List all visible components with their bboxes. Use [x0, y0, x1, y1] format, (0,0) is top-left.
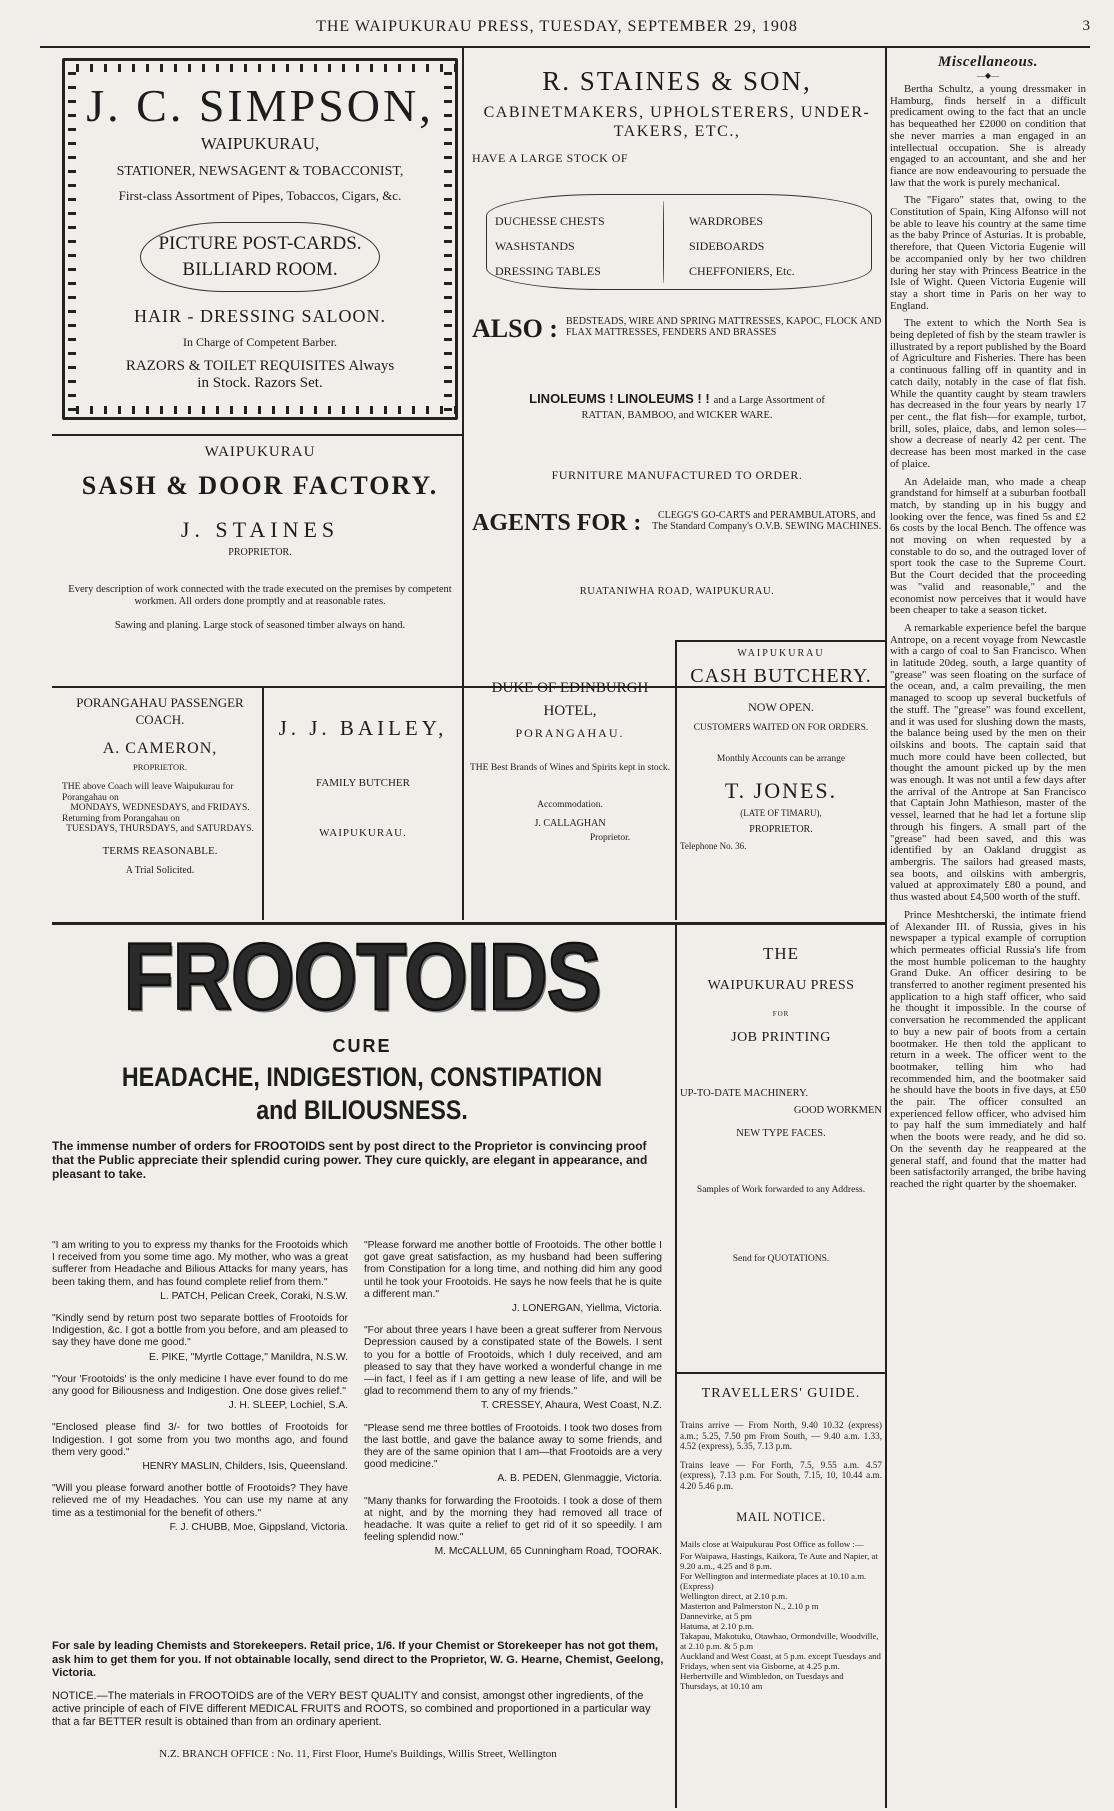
testimonial: "Your 'Frootoids' is the only medicine I have ever found to do me any good for Biliousness and Indigestion. One dose gives relief." J. H. SLEEP, Lochiel, S.A.: [52, 1373, 348, 1412]
butchery-ad: [680, 648, 882, 851]
simpson-billiard: BILLIARD ROOM.: [182, 259, 338, 280]
staines-furniture: FURNITURE MANUFACTURED TO ORDER.: [551, 468, 803, 482]
hotel-prop: Proprietor.: [589, 832, 631, 843]
butchery-late: (LATE OF TIMARU),: [740, 808, 822, 818]
sash-owner: J. STAINES: [180, 517, 340, 542]
testimonial: "Will you please forward another bottle of Frootoids? They have relieved me of my Headaches. You can use my name at any time as a testimonial for the benefit of others." F. J. CHUBB, Moe, Gippsland, Victoria.: [52, 1483, 348, 1533]
stock-item: CHEFFONIERS, Etc.: [689, 264, 795, 278]
coach-trial: A Trial Solicited.: [125, 864, 195, 876]
sash-sawing: Sawing and planing. Large stock of seasoned timber always on hand.: [114, 620, 406, 631]
staines-ad: [472, 66, 882, 597]
simpson-deco-left: [68, 58, 76, 420]
coach-terms: TERMS REASONABLE.: [102, 844, 218, 857]
frootoids-cure: CURE: [332, 1036, 392, 1056]
testimonials-left: [52, 1240, 348, 1534]
testimonial: "Many thanks for forwarding the Frootoids. I took a dose of them at night, and by the morning they had removed all trace of headache. It was quite a relief to get rid of it so speedily. I am feeling splendid now." M. McCALLUM, 65 Cunningham Road, TOORAK.: [364, 1495, 662, 1558]
rule-v3: [262, 686, 264, 920]
travel-leave: Trains leave — For Forth, 7.5, 9.55 a.m. 4.57 (express), 7.13 p.m. For South, 7.15, 10, 10.44 a.m. 4.20 5.46 p.m.: [680, 1459, 882, 1491]
mail-item: Herbertville and Wimbledon, on Tuesdays and Thursdays, at 10.10 am: [680, 1670, 844, 1691]
simpson-assortment: First-class Assortment of Pipes, Tobaccos, Cigars, &c.: [118, 188, 402, 203]
coach-title: PORANGAHAU PASSENGER COACH.: [76, 695, 244, 727]
staines-lino: LINOLEUMS ! LINOLEUMS ! !: [529, 391, 710, 406]
staines-have: HAVE A LARGE STOCK OF: [472, 151, 629, 165]
sash-town: WAIPUKURAU: [204, 444, 316, 460]
testimonial: "For about three years I have been a great sufferer from Nervous Depression caused by a constipated state of the Bowels. I sent to you for a bottle of Frootoids, which I duly received, and am pleased to say that they have worked a wonderful change in me—in fact, I feel as if I am getting a new lease of life, and will be glad to recommend them to any of my friends." T. CRESSEY, Ahaura, West Coast, N.Z.: [364, 1325, 662, 1412]
coach-ad: [62, 694, 258, 876]
masthead-title: THE WAIPUKURAU PRESS, TUESDAY, SEPTEMBER 29, 1908: [316, 18, 798, 35]
mail-item: Dannevirke, at 5 pm: [680, 1610, 752, 1621]
frootoids-ad: [52, 925, 672, 1760]
bailey-town: WAIPUKURAU.: [319, 827, 407, 839]
butchery-prop: PROPRIETOR.: [749, 824, 813, 835]
butchery-title: CASH BUTCHERY.: [690, 665, 872, 687]
stock-item: WARDROBES: [689, 214, 764, 228]
mail-item: For Wellington and intermediate places at 10.10 a.m. (Express): [680, 1570, 867, 1591]
masthead: [0, 18, 1114, 48]
misc-article: Bertha Schultz, a young dressmaker in Hamburg, finds herself in a difficult predicament owing to the fact that an uncle has bequeathed her £2000 on condition that she never marries a man engaged in an intellectual occupation. She is already engaged to an accountant, and she and her fiance are now endeavouring to persuade the law that the work is purely mechanical.: [890, 83, 1086, 189]
misc-article: Prince Meshtcherski, the intimate friend of Alexander III. of Russia, gives in his newspaper a typical example of corruption which permeates official Russia's life from the most humble policeman to the haughty Grand Duke. An officer desiring to be transferred to another regiment presented his application to a high staff officer, who said he thought it impossible. In the course of conversation he recommended the applicant to buy a new pair of boots from a certain bootmaker. He then told the applicant to return in a week. The officer went to the bootmaker, telling him who had recommended him, and the bootmaker said he should have the boots in five days, at £50 the pair. The officer consulted an experienced fellow officer, who advised him to pay half the sum immediately and half when the boots were ready, and he did so. On the seventh day he reappeared at the general staff, and found that the matter had been satisfactorily arranged, the bribe having reached the right quarter by the shoemaker.: [890, 908, 1086, 1190]
press-type: NEW TYPE FACES.: [736, 1128, 826, 1139]
simpson-deco-right: [444, 58, 452, 420]
rule-v5: [675, 922, 677, 1808]
staines-rattan: RATTAN, BAMBOO, and WICKER WARE.: [581, 410, 773, 421]
press-name: WAIPUKURAU PRESS: [707, 978, 855, 993]
simpson-postcards: PICTURE POST-CARDS.: [158, 233, 362, 254]
testimonial: "Kindly send by return post two separate bottles of Frootoids for Indigestion, &c. I got a bottle from you before, and am pleased to say they have done me good." E. PIKE, "Myrtle Cottage," Manildra, N.S.W.: [52, 1313, 348, 1363]
butchery-open: NOW OPEN.: [748, 700, 814, 714]
hotel-town: PORANGAHAU.: [515, 726, 625, 740]
mail-item: Takapau, Makotuku, Otawhao, Ormondville, Woodville, at 2.10 p.m. & 5 p.m: [680, 1630, 879, 1651]
simpson-razors: RAZORS & TOILET REQUISITES Always: [125, 358, 395, 374]
bailey-ad: [266, 716, 460, 839]
simpson-town: WAIPUKURAU,: [200, 134, 320, 153]
butchery-monthly: Monthly Accounts can be arrange: [716, 754, 846, 764]
press-job: JOB PRINTING: [731, 1030, 831, 1045]
hotel-name: DUKE OF EDINBURGH: [491, 680, 649, 696]
frootoids-logo: FROOTOIDS: [123, 925, 601, 1030]
testimonials-right: [364, 1240, 662, 1559]
masthead-rule: [40, 46, 1090, 48]
simpson-stock: in Stock. Razors Set.: [197, 375, 323, 391]
hotel-accom: Accommodation.: [537, 799, 603, 810]
page-number: 3: [1082, 18, 1090, 34]
hotel-ad: [470, 680, 670, 843]
mail-item: Auckland and West Coast, at 5 p.m. except Tuesdays and Fridays, when sent via Gisborne, at 4.25 p.m.: [680, 1650, 881, 1671]
press-send: Send for QUOTATIONS.: [732, 1254, 830, 1264]
coach-owner: A. CAMERON,: [102, 740, 218, 757]
rule-v2: [885, 48, 887, 1808]
staines-name: R. STAINES & SON,: [542, 66, 812, 96]
staines-lino-rest: and a Large Assortment of: [713, 395, 825, 406]
sash-prop: PROPRIETOR.: [228, 547, 292, 558]
butchery-town: WAIPUKURAU: [737, 648, 825, 659]
hotel-hotel: HOTEL,: [543, 703, 597, 719]
sash-door-ad: [62, 444, 458, 631]
rule-v4: [675, 640, 677, 920]
testimonial: "Enclosed please find 3/- for two bottles of Frootoids for Indigestion. I got some from you two months ago, and found them very good." HENRY MASLIN, Childers, Isis, Queensland.: [52, 1422, 348, 1473]
testimonial: "I am writing to you to express my thanks for the Frootoids which I received from you some time ago. My mother, who was a great sufferer from Headache and Bilious Attacks for many years, has been taking them, and has found complete relief from them." L. PATCH, Pelican Creek, Coraki, N.S.W.: [52, 1240, 348, 1302]
press-good: GOOD WORKMEN: [793, 1105, 882, 1116]
testimonial: "Please send me three bottles of Frootoids. I took two doses from the last bottle, and gave the balance away to some friends, and they are of the same opinion that I am—that Frootoids are a very good medicine." A. B. PEDEN, Glenmaggie, Victoria.: [364, 1422, 662, 1485]
misc-article: An Adelaide man, who made a cheap grandstand for himself at a suburban football match, by standing up in his buggy and looking over the fence, was fined 5s and £2 6s costs by the local Bench. The offence was not moving on when requested by a constable to do so, and the outraged lover of sport took the case to the Supreme Court. But the Court decided that the proceeding was "valid and reasonable," and the economist now perceives that it would have been cheaper to take a season ticket.: [890, 475, 1086, 617]
coach-text2: Returning from Porangahau on: [62, 813, 180, 824]
mail-title: MAIL NOTICE.: [736, 1509, 826, 1524]
staines-stock-divider: [663, 201, 664, 283]
miscellaneous-column: [890, 54, 1086, 1191]
staines-trade: CABINETMAKERS, UPHOLSTERERS, UNDER-TAKERS, ETC.,: [483, 104, 871, 140]
butchery-waited: CUSTOMERS WAITED ON FOR ORDERS.: [693, 723, 869, 733]
misc-article: The extent to which the North Sea is being depleted of fish by the steam trawler is illustrated by a report published by the Board of Agriculture and Fisheries. There has been a continuous falling off in quantity and in catch daily, notably in the case of flat fish. While the quantity caught by steam trawlers has decreased in the four years by nearly 17 per cent., the flat fish—for example, turbot, brill, soles, plaice, dabs, and lemon soles—show a decrease of nearly 42 per cent. The decrease has been most marked in the case of plaice.: [890, 317, 1086, 470]
frootoids-notice: NOTICE.—The materials in FROOTOIDS are of the VERY BEST QUALITY and consist, amongst other ingredients, of the active principle of each of FIVE different MEDICAL FRUITS and ROOTS, so combined and proportioned in a particular way that a far BETTER result is obtained than from an ordinary aperient.: [52, 1690, 651, 1728]
simpson-charge: In Charge of Competent Barber.: [182, 335, 338, 349]
mail-item: Hatuma, at 2.10 p.m.: [680, 1620, 755, 1631]
frootoids-ailments: HEADACHE, INDIGESTION, CONSTIPATION: [121, 1062, 603, 1092]
butchery-phone: Telephone No. 36.: [680, 841, 747, 851]
frootoids-and: and BILIOUSNESS.: [256, 1095, 468, 1125]
travel-title: TRAVELLERS' GUIDE.: [701, 1386, 861, 1401]
mail-item: Masterton and Palmerston N., 2.10 p m: [680, 1600, 819, 1611]
stock-item: DRESSING TABLES: [495, 264, 601, 278]
travellers-guide: [680, 1386, 882, 1691]
staines-stock-right: [689, 209, 795, 284]
simpson-postcards-box: [140, 222, 380, 292]
staines-agents-text: CLEGG'S GO-CARTS and PERAMBULATORS, and The Standard Company's O.V.B. SEWING MACHINES.: [652, 510, 882, 532]
sash-desc: Every description of work connected with the trade executed on the premises by competent workmen. All orders done promptly and at reasonable rates.: [68, 584, 452, 607]
staines-agents: AGENTS FOR :: [472, 510, 642, 536]
staines-also: ALSO :: [472, 314, 558, 343]
mail-list: [680, 1551, 882, 1691]
press-for: FOR: [772, 1010, 790, 1018]
bailey-trade: FAMILY BUTCHER: [316, 777, 410, 789]
misc-ornament: —◆—: [976, 71, 1000, 80]
bailey-name: J. J. BAILEY,: [278, 716, 448, 740]
misc-article: A remarkable experience befel the barque Antrope, on a recent voyage from Newcastle with a cargo of coal to San Francisco. When in latitude 20deg. south, a large quantity of "grease" was seen floating on the surface of the ocean, and, a calm prevailing, the men managed to scoop up several bucketfuls of the stuff. The "grease" was found excellent, and it was used for slushing down the masts, the balance being used by the men on their oilskins and boots. The captain said that much more could have been collected, but thought the amount picked up by the men was enough. It was not until a few days after the arrival of the Antrope at San Francisco that Captain John Mathieson, master of the vessel, learned that he had let a fortune slip through his fingers. A small part of the "grease" had been saved, and this was identified by an Oakland druggist as ambergris. The sailors had greased masts, sea boots, and oilskins with ambergris, valued at approximately £80 a pound, and thus wasted about £4,500 worth of the stuff.: [890, 621, 1086, 904]
stock-item: WASHSTANDS: [495, 239, 575, 253]
coach-text1: THE above Coach will leave Waipukurau for Porangahau on: [62, 782, 234, 803]
staines-stock-left: [495, 209, 605, 284]
sash-title: SASH & DOOR FACTORY.: [81, 471, 439, 500]
simpson-name: J. C. SIMPSON,: [86, 80, 434, 131]
rule-h5: [675, 1372, 885, 1374]
rule-h3: [675, 640, 885, 642]
mail-item: For Waipawa, Hastings, Kaikora, Te Aute and Napier, at 9.20 a.m., 4.25 and 8 p.m.: [680, 1550, 878, 1571]
press-machinery: UP-TO-DATE MACHINERY.: [680, 1088, 808, 1099]
press-the: THE: [762, 944, 800, 963]
travel-arrive: Trains arrive — From North, 9.40 10.32 (express) a.m.; 5.25, 7.50 pm From South, — 9.40 a.m. 1.33, 4.52 (express), 5.35, 7.13 p.m.: [680, 1420, 882, 1452]
frootoids-intro: The immense number of orders for FROOTOIDS sent by post direct to the Proprietor is convincing proof that the Public appreciate their splendid curing power. They cure quickly, are elegant in appearance, and pleasant to take.: [52, 1139, 648, 1181]
simpson-ad: [62, 58, 458, 420]
misc-title: Miscellaneous.: [938, 54, 1038, 70]
frootoids-branch: N.Z. BRANCH OFFICE : No. 11, First Floor, Hume's Buildings, Willis Street, Wellington: [159, 1748, 557, 1760]
simpson-deco-bottom: [62, 406, 458, 414]
stock-item: DUCHESSE CHESTS: [495, 214, 605, 228]
press-ad: [680, 944, 882, 1264]
staines-stock-box: [486, 194, 872, 290]
rule-v1: [462, 48, 464, 920]
staines-also-text: BEDSTEADS, WIRE AND SPRING MATTRESSES, KAPOC, FLOCK AND FLAX MATTRESSES, FENDERS AND BRASSES: [565, 316, 882, 338]
staines-address: RUATANIWHA ROAD, WAIPUKURAU.: [579, 586, 775, 597]
coach-days2: TUESDAYS, THURSDAYS, and SATURDAYS.: [66, 824, 254, 834]
coach-prop: PROPRIETOR.: [133, 762, 187, 772]
hotel-text: THE Best Brands of Wines and Spirits kept in stock.: [470, 763, 670, 773]
mail-item: Wellington direct, at 2.10 p.m.: [680, 1590, 788, 1601]
rule-h1: [52, 434, 462, 436]
misc-article: The "Figaro" states that, owing to the Constitution of Spain, King Alfonso will not be able to leave his country at the same time as the baby Prince of Asturias. It is probable, therefore, that Queen Victoria Eugenie will be accompanied only by her two children during her stay with Princess Beatrice in the Isle of Wight. Queen Victoria Eugenie will stay a short time in Paris on her way to England.: [890, 194, 1086, 312]
frootoids-sale: For sale by leading Chemists and Storekeepers. Retail price, 1/6. If your Chemist or Storekeeper has not got them, ask him to get them for you. If not obtainable locally, send direct to the Proprietor, W. G. Hearne, Chemist, Geelong, Victoria.: [52, 1640, 664, 1679]
mail-intro: Mails close at Waipukurau Post Office as follow :—: [680, 1538, 864, 1549]
simpson-deco-top: [62, 64, 458, 72]
stock-item: SIDEBOARDS: [689, 239, 765, 253]
testimonial: "Please forward me another bottle of Frootoids. The other bottle I got gave great satisfaction, as my husband had been suffering from Constipation for a long time, and nothing did him any good until he took your Frootoids. He says he now feels that he is quite a different man." J. LONERGAN, Yiellma, Victoria.: [364, 1240, 662, 1315]
simpson-hair: HAIR - DRESSING SALOON.: [133, 306, 386, 326]
coach-days1: MONDAYS, WEDNESDAYS, and FRIDAYS.: [70, 803, 250, 813]
butchery-owner: T. JONES.: [724, 778, 838, 803]
hotel-owner: J. CALLAGHAN: [534, 817, 606, 829]
simpson-trade: STATIONER, NEWSAGENT & TOBACCONIST,: [116, 164, 404, 179]
press-samples: Samples of Work forwarded to any Address.: [696, 1185, 866, 1195]
